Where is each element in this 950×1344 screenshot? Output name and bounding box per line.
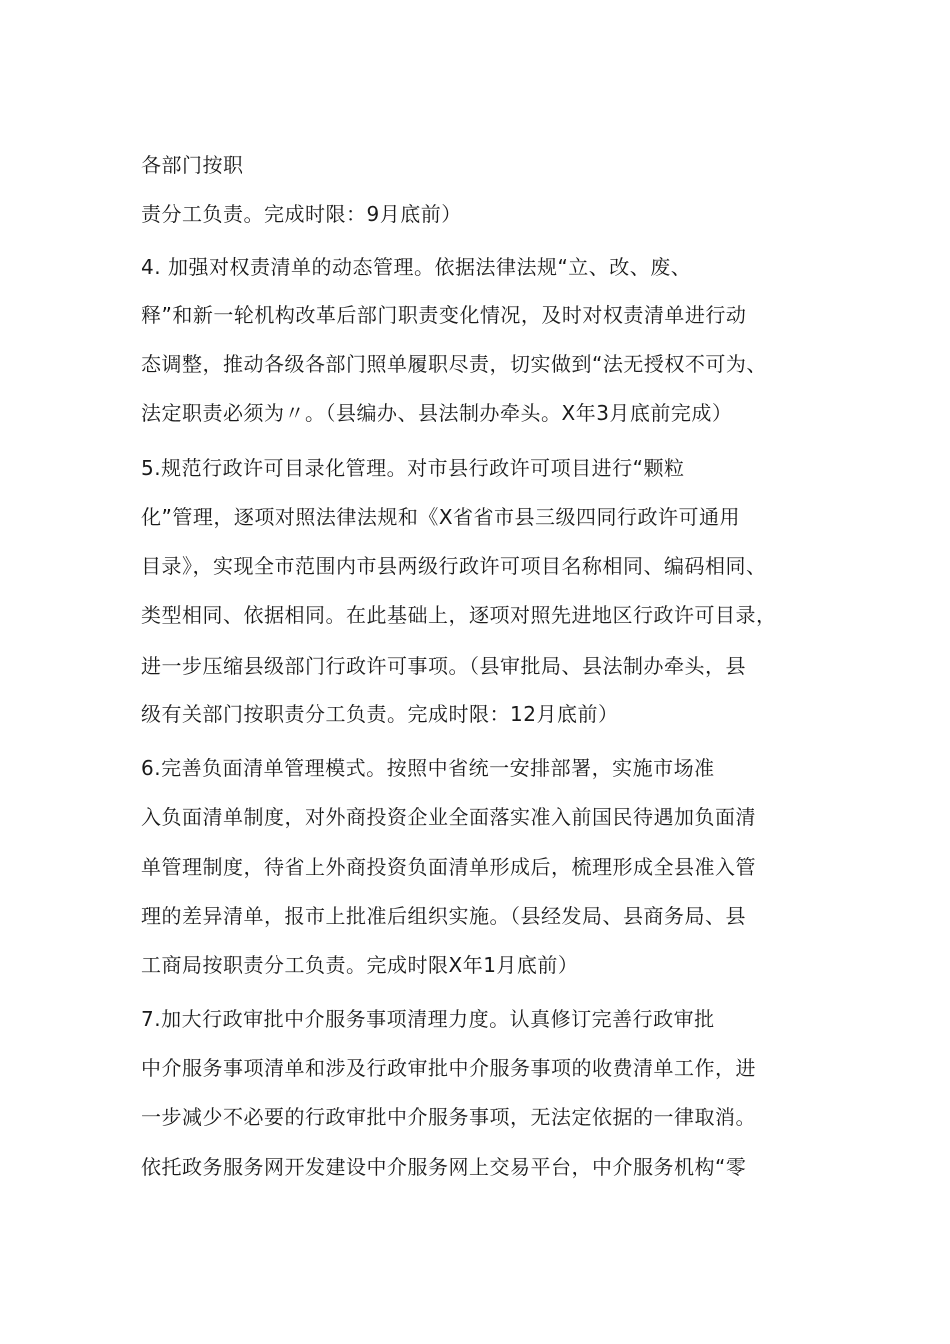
text-line: 各部门按职 [141, 153, 244, 177]
text-line: 6.完善负面清单管理模式。按照中省统一安排部署，实施市场准 [141, 756, 715, 780]
text-line: 依托政务服务网开发建设中介服务网上交易平台，中介服务机构“零 [141, 1155, 747, 1179]
text-line: 工商局按职责分工负责。完成时限X年1月底前） [141, 953, 579, 977]
text-line: 法定职责必须为〃。（县编办、县法制办牵头。X年3月底前完成） [141, 401, 733, 425]
text-line: 化”管理，逐项对照法律法规和《X省省市县三级四同行政许可通用 [141, 505, 741, 529]
text-line: 类型相同、依据相同。在此基础上，逐项对照先进地区行政许可目录， [141, 603, 777, 627]
text-line: 5.规范行政许可目录化管理。对市县行政许可项目进行“颗粒 [141, 456, 685, 480]
text-line: 责分工负责。完成时限：9月底前） [141, 202, 462, 226]
text-line: 单管理制度，待省上外商投资负面清单形成后，梳理形成全县准入管 [141, 855, 756, 879]
text-line: 理的差异清单，报市上批准后组织实施。（县经发局、县商务局、县 [141, 904, 746, 928]
text-line: 一步减少不必要的行政审批中介服务事项，无法定依据的一律取消。 [141, 1105, 756, 1129]
text-line: 目录》，实现全市范围内市县两级行政许可项目名称相同、编码相同、 [141, 554, 767, 578]
text-line: 态调整，推动各级各部门照单履职尽责，切实做到“法无授权不可为、 [141, 352, 767, 376]
text-line: 7.加大行政审批中介服务事项清理力度。认真修订完善行政审批 [141, 1007, 715, 1031]
text-line: 入负面清单制度，对外商投资企业全面落实准入前国民待遇加负面清 [141, 805, 756, 829]
text-line: 进一步压缩县级部门行政许可事项。（县审批局、县法制办牵头，县 [141, 654, 746, 678]
text-line: 4. 加强对权责清单的动态管理。依据法律法规“立、改、废、 [141, 255, 692, 279]
text-line: 中介服务事项清单和涉及行政审批中介服务事项的收费清单工作，进 [141, 1056, 756, 1080]
text-line: 级有关部门按职责分工负责。完成时限：12月底前） [141, 702, 619, 726]
text-line: 释”和新一轮机构改革后部门职责变化情况，及时对权责清单进行动 [141, 303, 747, 327]
